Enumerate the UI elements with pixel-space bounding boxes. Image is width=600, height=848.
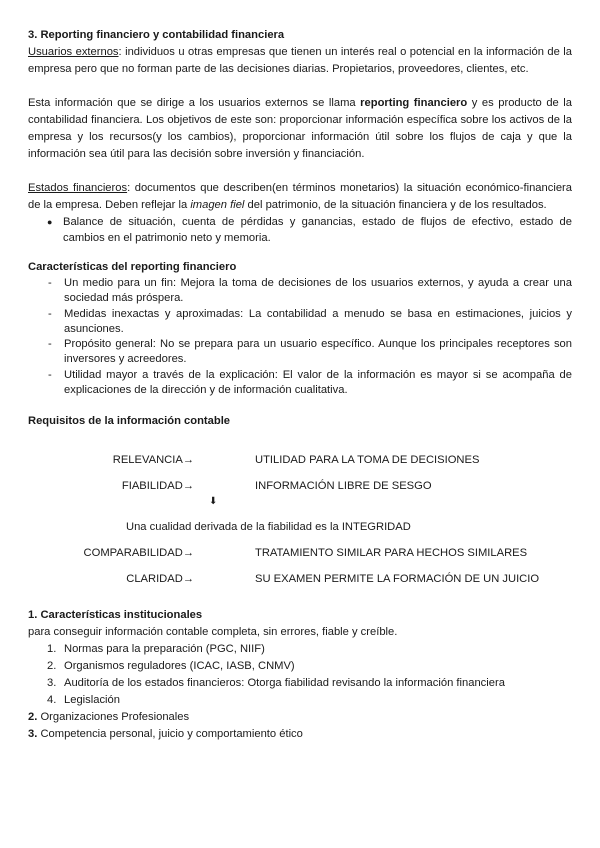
integridad-text: Una cualidad derivada de la fiabilidad es la INTEGRIDAD [126,521,411,533]
estados-text-2: del patrimonio, de la situación financiera y de los resultados. [244,199,547,211]
list-text: Organismos reguladores (ICAC, IASB, CNMV) [64,660,295,672]
reporting-paragraph [28,95,572,163]
list-number: 2. [28,711,38,723]
relevancia-desc: UTILIDAD PARA LA TOMA DE DECISIONES [255,454,480,466]
list-item: - Utilidad mayor a través de la explicación: El valor de la información es mayor si se acompaña de explicaciones de la dirección y de información cualitativa. [64,368,572,398]
organizaciones-item [28,709,572,726]
estados-text-1: : documentos que describen(en términos monetarios) la situación económico-financiera de la empresa. Deben reflejar la [28,182,572,211]
reporting-financiero-term: reporting financiero [360,97,468,109]
claridad-desc: SU EXAMEN PERMITE LA FORMACIÓN DE UN JUICIO [255,573,540,585]
imagen-fiel-term: imagen fiel [190,199,245,211]
claridad-label: CLARIDAD→ [126,573,194,585]
institucionales-list [28,641,572,709]
institucionales-number: 1. [28,609,38,621]
institucionales-title-text: Características institucionales [37,609,203,621]
list-text: Auditoría de los estados financieros: Otorga fiabilidad revisando la información financiera [64,677,505,689]
caracteristicas-title: Características del reporting financiero [28,261,237,273]
estados-financieros-paragraph [28,180,572,214]
comparabilidad-desc: TRATAMIENTO SIMILAR PARA HECHOS SIMILARES [255,547,528,559]
list-text: Normas para la preparación (PGC, NIIF) [64,643,265,655]
estados-financieros-term: Estados financieros [28,182,128,194]
list-item: 4. Legislación [47,694,120,706]
list-number: 3. [28,728,38,740]
list-text: Organizaciones Profesionales [37,711,190,723]
estados-list [28,214,572,246]
comparabilidad-label: COMPARABILIDAD→ [83,547,194,559]
reporting-text-2: y es producto de la contabilidad financiera. Los objetivos de este son: proporcionar información específica sobre los activos de la empresa y los recursos(y los cambios), proporcionar información útil sobre los flujos de caja y que la información sea útil para las decisión sobre inversión y financiación. [28,97,572,160]
usuarios-externos-term: Usuarios externos [28,46,119,58]
list-item: - Un medio para un fin: Mejora la toma de decisiones de los usuarios externos, y ayuda a crear una sociedad más próspera. [64,276,572,306]
institucionales-title [28,607,572,624]
caracteristicas-list [28,276,572,398]
list-item: - Medidas inexactas y aproximadas: La contabilidad a menudo se basa en estimaciones, juicios y asunciones. [64,307,572,337]
fiabilidad-label: FIABILIDAD→ [121,480,194,492]
list-text: Competencia personal, juicio y comportamiento ético [37,728,303,740]
relevancia-label: RELEVANCIA→ [112,454,194,466]
requisitos-diagram [28,444,572,594]
requisitos-title: Requisitos de la información contable [28,415,231,427]
fiabilidad-desc: INFORMACIÓN LIBRE DE SESGO [255,480,432,492]
down-arrow-icon: ⬇ [209,496,218,507]
competencia-item [28,726,572,743]
usuarios-externos-text: : individuos u otras empresas que tienen un interés real o potencial en la información de la empresa pero que no forman parte de las decisiones diarias. Propietarios, proveedores, clientes, etc. [28,46,572,75]
list-item: 2. Organismos reguladores (ICAC, IASB, CNMV) [47,660,295,672]
list-item: ● Balance de situación, cuenta de pérdidas y ganancias, estado de flujos de efectivo, estado de cambios en el patrimonio neto y memoria. [63,214,572,246]
reporting-text-1: Esta información que se dirige a los usuarios externos se llama [28,97,361,109]
usuarios-externos-paragraph [28,44,572,78]
list-item: - Propósito general: No se prepara para un usuario específico. Aunque los principales receptores son inversores y acreedores. [64,337,572,367]
institucionales-intro: para conseguir información contable completa, sin errores, fiable y creíble. [28,626,398,638]
section-title: 3. Reporting financiero y contabilidad financiera [28,29,285,41]
list-item: 3. Auditoría de los estados financieros: Otorga fiabilidad revisando la información financiera [47,677,505,689]
list-text: Legislación [64,694,120,706]
list-item: 1. Normas para la preparación (PGC, NIIF) [47,643,265,655]
